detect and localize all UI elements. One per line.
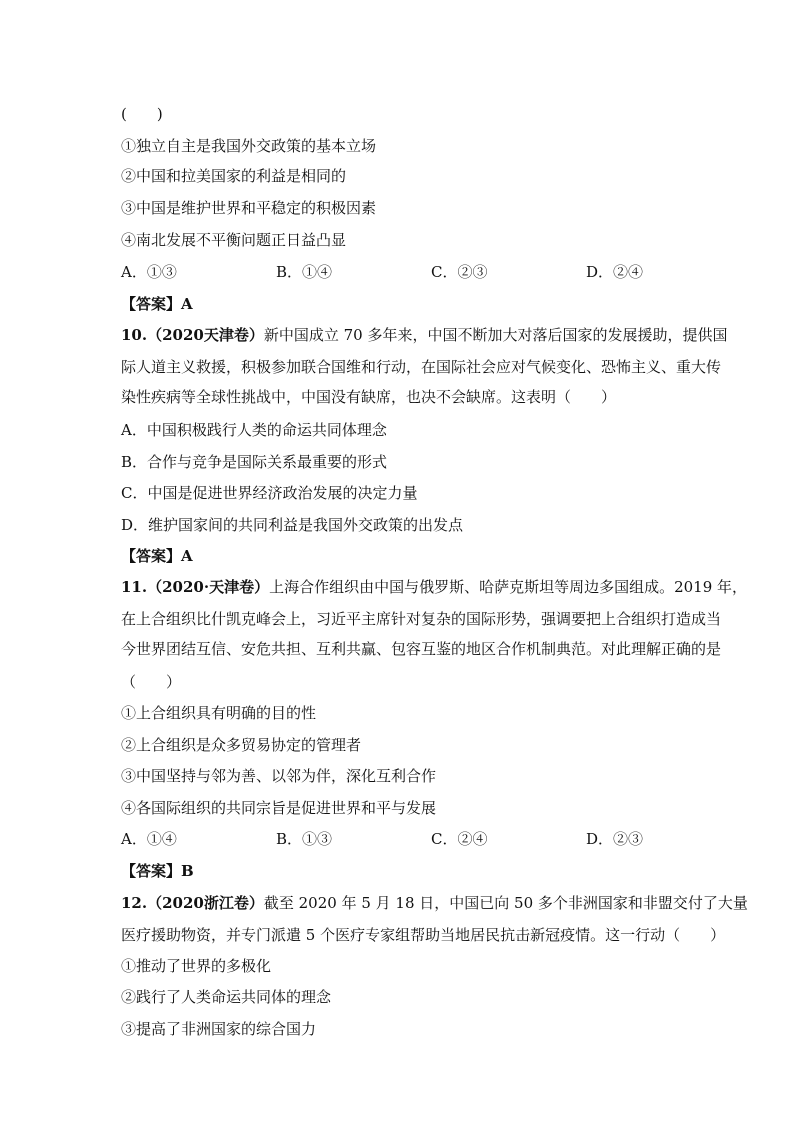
q9-option-b: B．①④	[276, 263, 333, 281]
q9-item-3: ③中国是维护世界和平稳定的积极因素	[121, 199, 377, 217]
q11-option-d: D．②③	[586, 830, 644, 848]
q10-option-a: A．中国积极践行人类的命运共同体理念	[121, 421, 387, 439]
q11-source: （2020·天津卷）	[147, 578, 270, 596]
q10-option-d: D．维护国家间的共同利益是我国外交政策的出发点	[121, 516, 464, 534]
q10-line-2: 际人道主义救援，积极参加联合国维和行动，在国际社会应对气候变化、恐怖主义、重大传	[121, 358, 722, 376]
q12-source: （2020浙江卷）	[147, 894, 264, 912]
q10-stem-1: 新中国成立 70 多年来，中国不断加大对落后国家的发展援助，提供国	[263, 326, 728, 344]
q11-line-4: （ ）	[121, 673, 182, 691]
q11-item-3: ③中国坚持与邻为善、以邻为伴，深化互利合作	[121, 767, 437, 785]
q12-item-3: ③提高了非洲国家的综合国力	[121, 1020, 317, 1038]
q9-option-c: C．②③	[431, 263, 488, 281]
q11-line-1	[121, 577, 747, 597]
q10-line-3: 染性疾病等全球性挑战中，中国没有缺席，也决不会缺席。这表明（ ）	[121, 388, 617, 406]
q10-line-1	[121, 325, 728, 345]
q11-option-b: B．①③	[276, 830, 333, 848]
q10-option-b: B．合作与竞争是国际关系最重要的形式	[121, 453, 388, 471]
q11-item-4: ④各国际组织的共同宗旨是促进世界和平与发展	[121, 799, 437, 817]
q9-paren: ( )	[121, 105, 163, 123]
q9-option-a: A．①③	[121, 263, 177, 281]
q9-item-2: ②中国和拉美国家的利益是相同的	[121, 167, 347, 185]
q11-option-c: C．②④	[431, 830, 488, 848]
q12-stem-1: 截至 2020 年 5 月 18 日，中国已向 50 多个非洲国家和非盟交付了大量	[263, 894, 748, 912]
q9-answer: 【答案】A	[121, 295, 193, 313]
q11-item-1: ①上合组织具有明确的目的性	[121, 704, 317, 722]
q9-item-1: ①独立自主是我国外交政策的基本立场	[121, 137, 377, 155]
q11-item-2: ②上合组织是众多贸易协定的管理者	[121, 736, 362, 754]
q11-line-2: 在上合组织比什凯克峰会上，习近平主席针对复杂的国际形势，强调要把上合组织打造成当	[121, 610, 722, 628]
q9-item-4: ④南北发展不平衡问题正日益凸显	[121, 231, 347, 249]
q11-line-3: 今世界团结互信、安危共担、互利共赢、包容互鉴的地区合作机制典范。对此理解正确的是	[121, 640, 722, 658]
q11-option-a: A．①④	[121, 830, 177, 848]
q11-stem-1: 上海合作组织由中国与俄罗斯、哈萨克斯坦等周边多国组成。2019 年，	[269, 578, 748, 596]
q10-answer: 【答案】A	[121, 547, 193, 565]
q12-item-2: ②践行了人类命运共同体的理念	[121, 988, 332, 1006]
q10-option-c: C．中国是促进世界经济政治发展的决定力量	[121, 484, 418, 502]
q11-number: 11.	[121, 578, 148, 596]
q10-source: （2020天津卷）	[147, 326, 264, 344]
q10-number: 10.	[121, 326, 148, 344]
q12-line-1	[121, 893, 748, 913]
q11-answer: 【答案】B	[121, 862, 194, 880]
q9-option-d: D．②④	[586, 263, 644, 281]
q12-line-2: 医疗援助物资，并专门派遣 5 个医疗专家组帮助当地居民抗击新冠疫情。这一行动（ ）	[121, 926, 726, 944]
q12-item-1: ①推动了世界的多极化	[121, 957, 272, 975]
q12-number: 12.	[121, 894, 148, 912]
